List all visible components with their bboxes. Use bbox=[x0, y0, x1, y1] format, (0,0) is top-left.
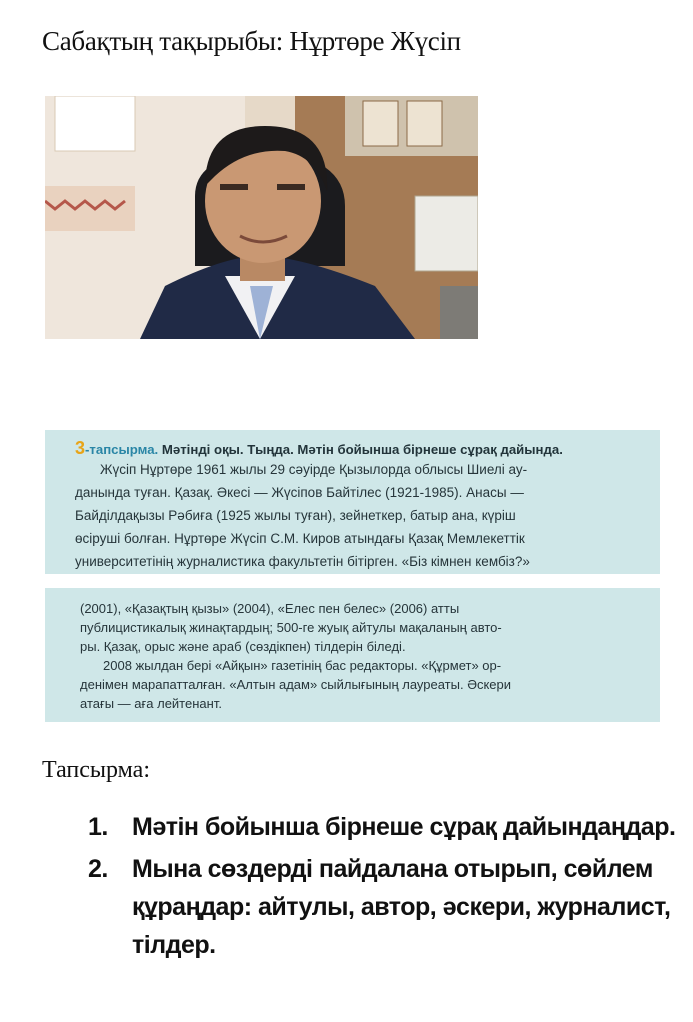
text-line: университетінің журналистика факультетін бітірген. «Біз кімнен кембіз?» bbox=[75, 554, 530, 569]
text-line: (2001), «Қазақтың қызы» (2004), «Елес пен белес» (2006) атты bbox=[80, 601, 460, 616]
task-heading: Тапсырма: bbox=[42, 757, 150, 783]
portrait-photo bbox=[45, 96, 478, 339]
text-line: 2008 жылдан бері «Айқын» газетінің бас редакторы. «Құрмет» ор- bbox=[103, 658, 502, 673]
text-line: Байділдақызы Рәбиға (1925 жылы туған), зейнеткер, батыр ана, күріш bbox=[75, 508, 516, 523]
task-item-number: 1. bbox=[88, 813, 108, 841]
text-line: Жүсіп Нұртөре 1961 жылы 29 сәуірде Қызылорда облысы Шиелі ау- bbox=[100, 462, 528, 477]
text-line: ры. Қазақ, орыс және араб (сөздікпен) тілдерін біледі. bbox=[80, 639, 406, 654]
task-list bbox=[88, 808, 688, 968]
text-line: денімен марапатталған. «Алтын адам» сыйлығының лауреаты. Әскери bbox=[80, 677, 512, 692]
task-item bbox=[88, 850, 688, 964]
textbook-excerpt-part2 bbox=[45, 588, 660, 722]
task-number: 3 bbox=[75, 438, 86, 458]
task-item-text: Мәтін бойынша бірнеше сұрақ дайындаңдар. bbox=[132, 813, 676, 841]
page-title: Сабақтың тақырыбы: Нұртөре Жүсіп bbox=[42, 26, 461, 56]
task-item bbox=[88, 808, 688, 846]
text-line: атағы — аға лейтенант. bbox=[80, 696, 222, 711]
text-line: өсіруші болған. Нұртөре Жүсіп С.М. Киров атындағы Қазақ Мемлекеттік bbox=[75, 531, 525, 546]
text-line: данында туған. Қазақ. Әкесі — Жүсіпов Байтілес (1921-1985). Анасы — bbox=[75, 485, 524, 500]
task-instruction: Мәтінді оқы. Тыңда. Мәтін бойынша бірнеше сұрақ дайында. bbox=[161, 442, 563, 457]
task-label: -тапсырма. bbox=[85, 442, 159, 457]
text-line: публицистикалық жинақтардың; 500-ге жуық айтулы мақаланың авто- bbox=[80, 620, 502, 635]
task-item-number: 2. bbox=[88, 855, 108, 883]
task-item-text: Мына сөздерді пайдалана отырып, сөйлем құраңдар: айтулы, автор, әскери, журналист, тілдер. bbox=[132, 855, 671, 959]
task-header bbox=[75, 438, 563, 459]
textbook-excerpt-part1 bbox=[45, 430, 660, 574]
